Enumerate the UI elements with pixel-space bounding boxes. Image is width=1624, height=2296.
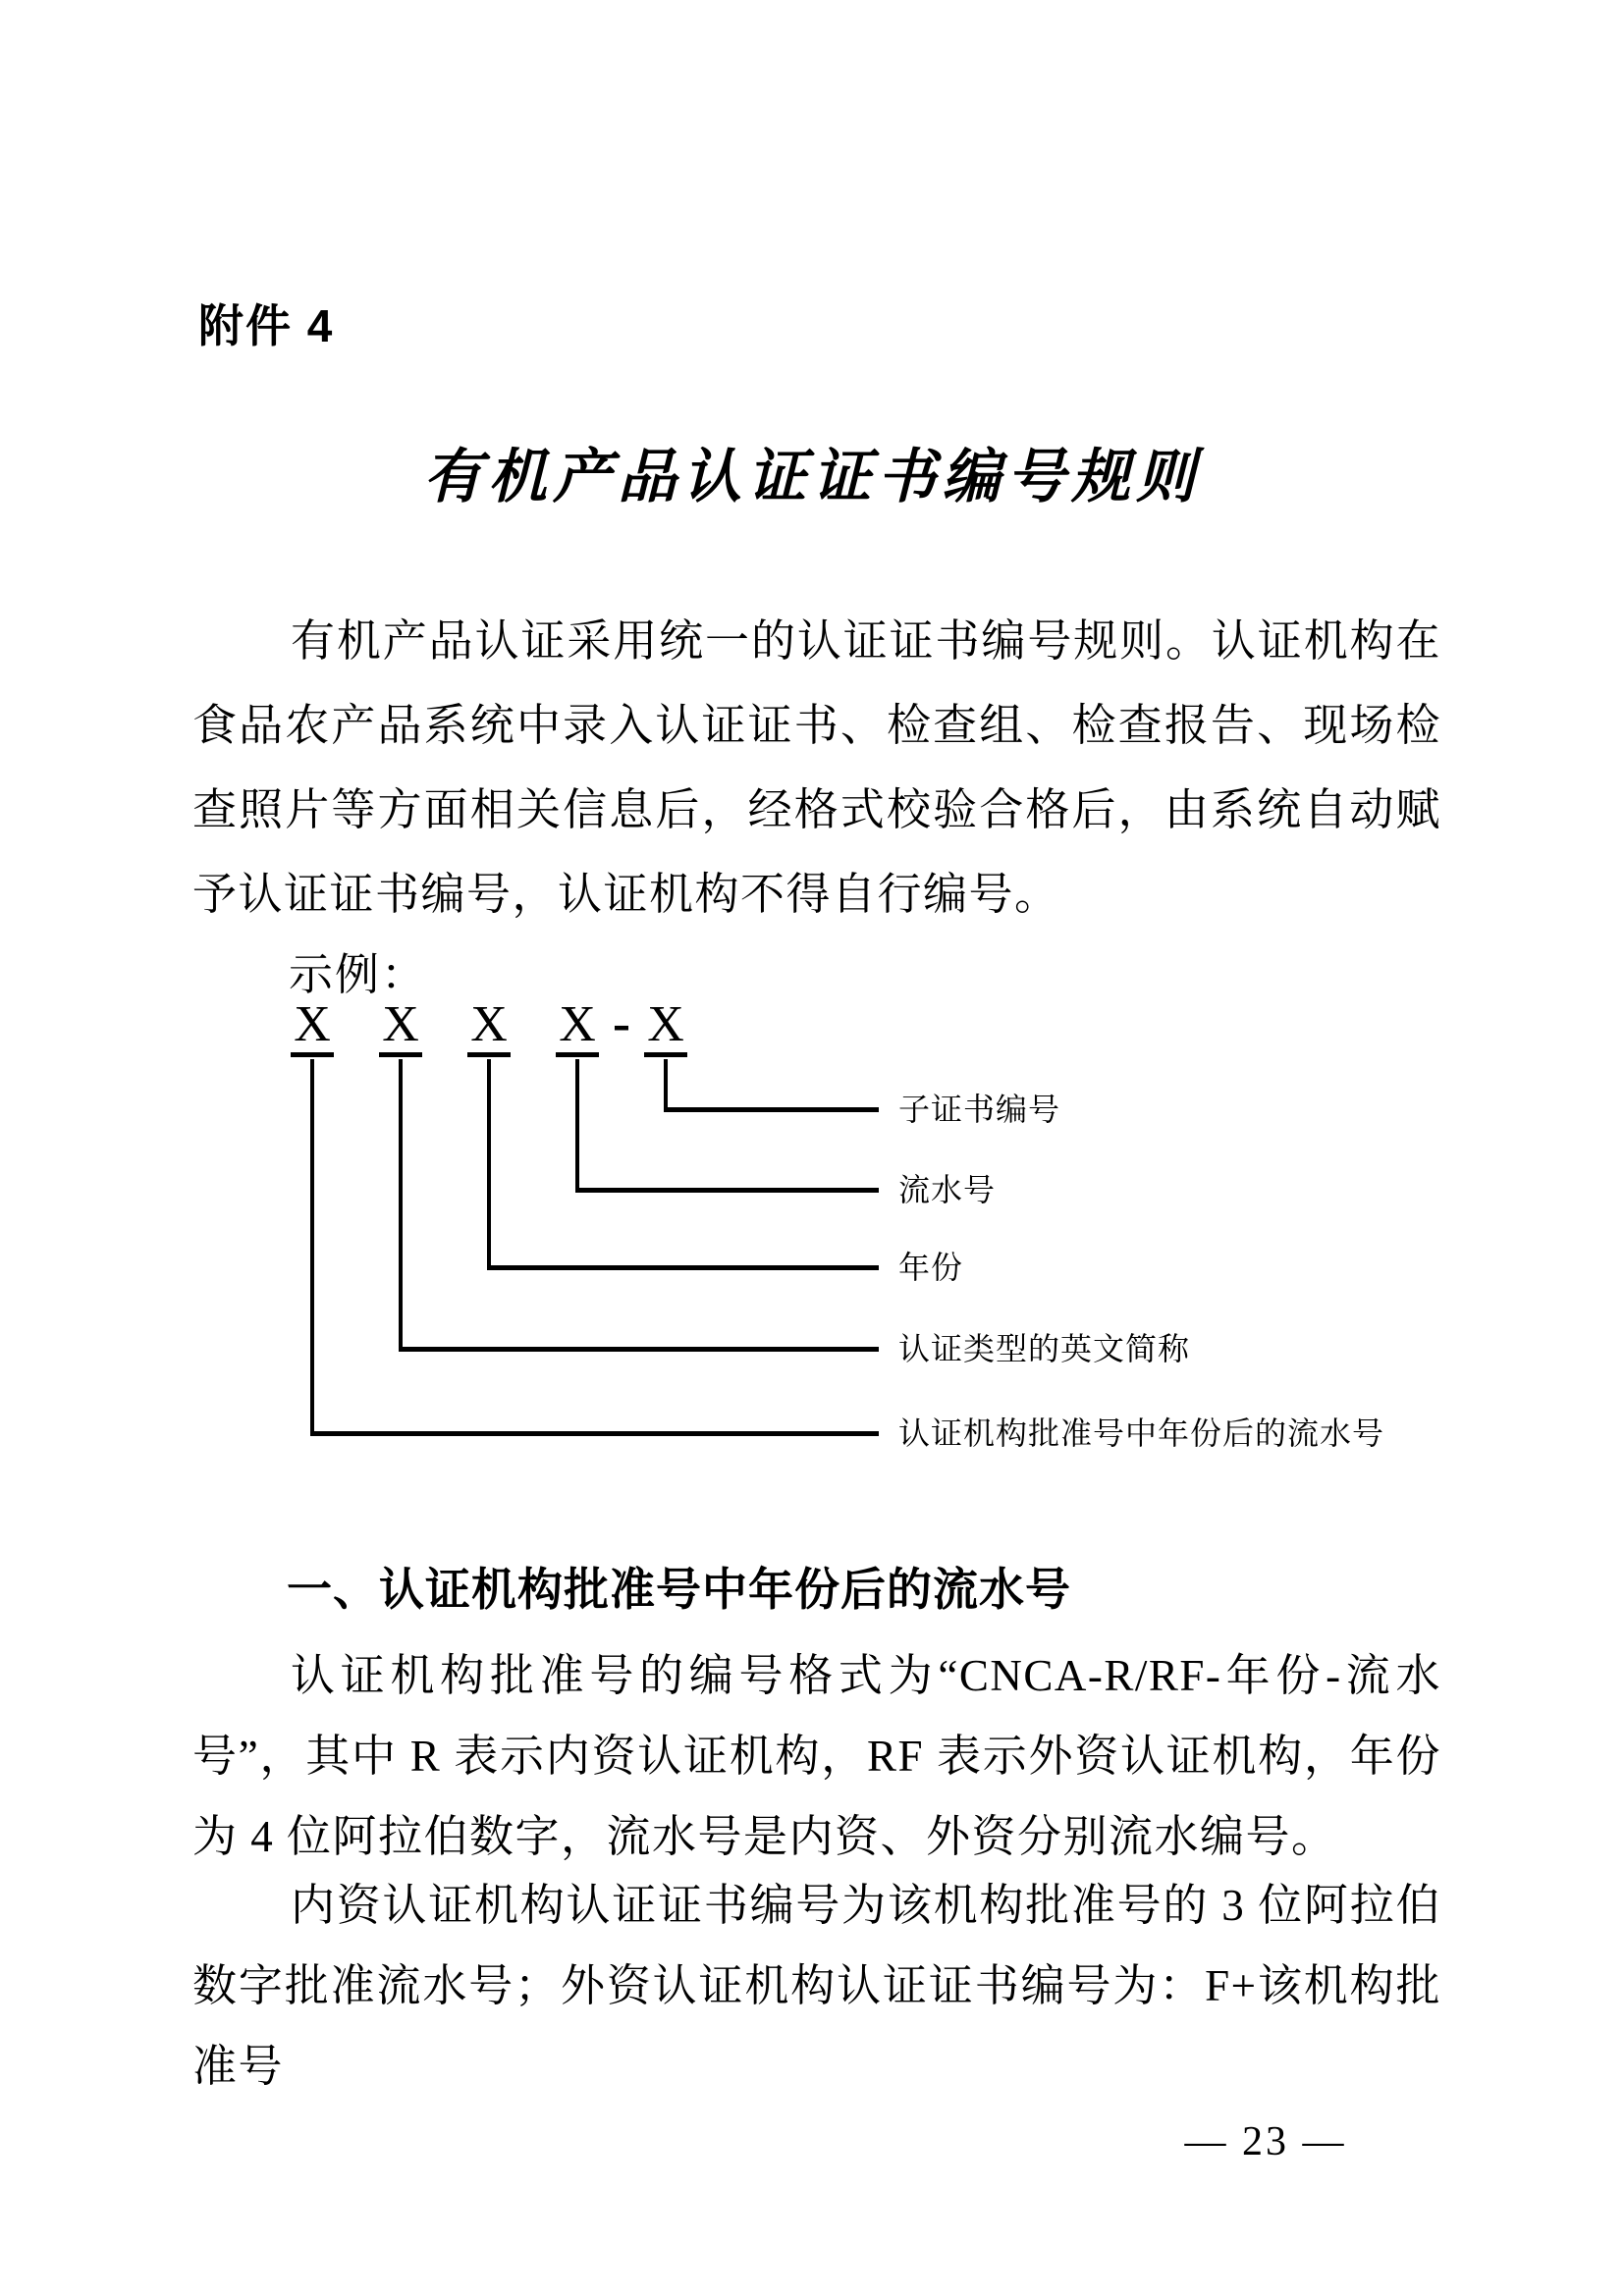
diagram-label-sub-certificate-number: 子证书编号 bbox=[898, 1092, 1061, 1127]
connector-vline bbox=[310, 1059, 314, 1436]
connector-hline bbox=[487, 1265, 879, 1270]
x-placeholder: X bbox=[470, 996, 508, 1052]
x-placeholder: X bbox=[647, 996, 684, 1052]
x-placeholder: X bbox=[559, 996, 596, 1052]
connector-hline bbox=[310, 1431, 879, 1436]
document-title: 有机产品认证证书编号规则 bbox=[423, 443, 1201, 511]
diagram-label-agency-approval-serial: 认证机构批准号中年份后的流水号 bbox=[898, 1415, 1385, 1451]
code-segment-5 bbox=[638, 996, 693, 1057]
x-placeholder: X bbox=[382, 996, 419, 1052]
code-segment-3 bbox=[461, 996, 516, 1057]
section-heading: 一、认证机构批准号中年份后的流水号 bbox=[287, 1564, 1071, 1615]
x-placeholder: X bbox=[294, 996, 331, 1052]
attachment-label: 附件 4 bbox=[198, 300, 335, 351]
certificate-number-diagram bbox=[183, 993, 1508, 1477]
connector-hline bbox=[664, 1107, 879, 1112]
connector-hline bbox=[399, 1347, 879, 1352]
page-number: — 23 — bbox=[1184, 2119, 1347, 2164]
x-underline bbox=[379, 1052, 422, 1057]
section-paragraph-2: 内资认证机构认证证书编号为该机构批准号的 3 位阿拉伯数字批准流水号；外资认证机构认证证书编号为：F+该机构批准号 bbox=[192, 1881, 1441, 2091]
code-segment-2 bbox=[373, 996, 428, 1057]
example-label: 示例： bbox=[289, 950, 428, 999]
connector-vline bbox=[487, 1059, 491, 1270]
x-underline bbox=[291, 1052, 334, 1057]
connector-vline bbox=[664, 1059, 668, 1112]
diagram-label-serial-number: 流水号 bbox=[898, 1172, 997, 1207]
intro-paragraph: 有机产品认证采用统一的认证证书编号规则。认证机构在食品农产品系统中录入认证证书、检查组、检查报告、现场检查照片等方面相关信息后，经格式校验合格后，由系统自动赋予认证证书编号，认证机构不得自行编号。 bbox=[192, 616, 1441, 919]
x-underline bbox=[556, 1052, 599, 1057]
section-paragraph-1: 认证机构批准号的编号格式为“CNCA-R/RF-年份-流水号”，其中 R 表示内资认证机构，RF 表示外资认证机构，年份为 4 位阿拉伯数字，流水号是内资、外资分别流水编号。 bbox=[192, 1651, 1441, 1861]
x-underline bbox=[644, 1052, 687, 1057]
connector-hline bbox=[575, 1188, 879, 1193]
diagram-label-year: 年份 bbox=[898, 1250, 964, 1285]
x-underline bbox=[467, 1052, 511, 1057]
code-segment-1 bbox=[285, 996, 340, 1057]
connector-vline bbox=[575, 1059, 579, 1193]
connector-vline bbox=[399, 1059, 403, 1352]
diagram-label-certification-type: 认证类型的英文简称 bbox=[898, 1331, 1191, 1366]
separator-dash: - bbox=[613, 993, 630, 1052]
